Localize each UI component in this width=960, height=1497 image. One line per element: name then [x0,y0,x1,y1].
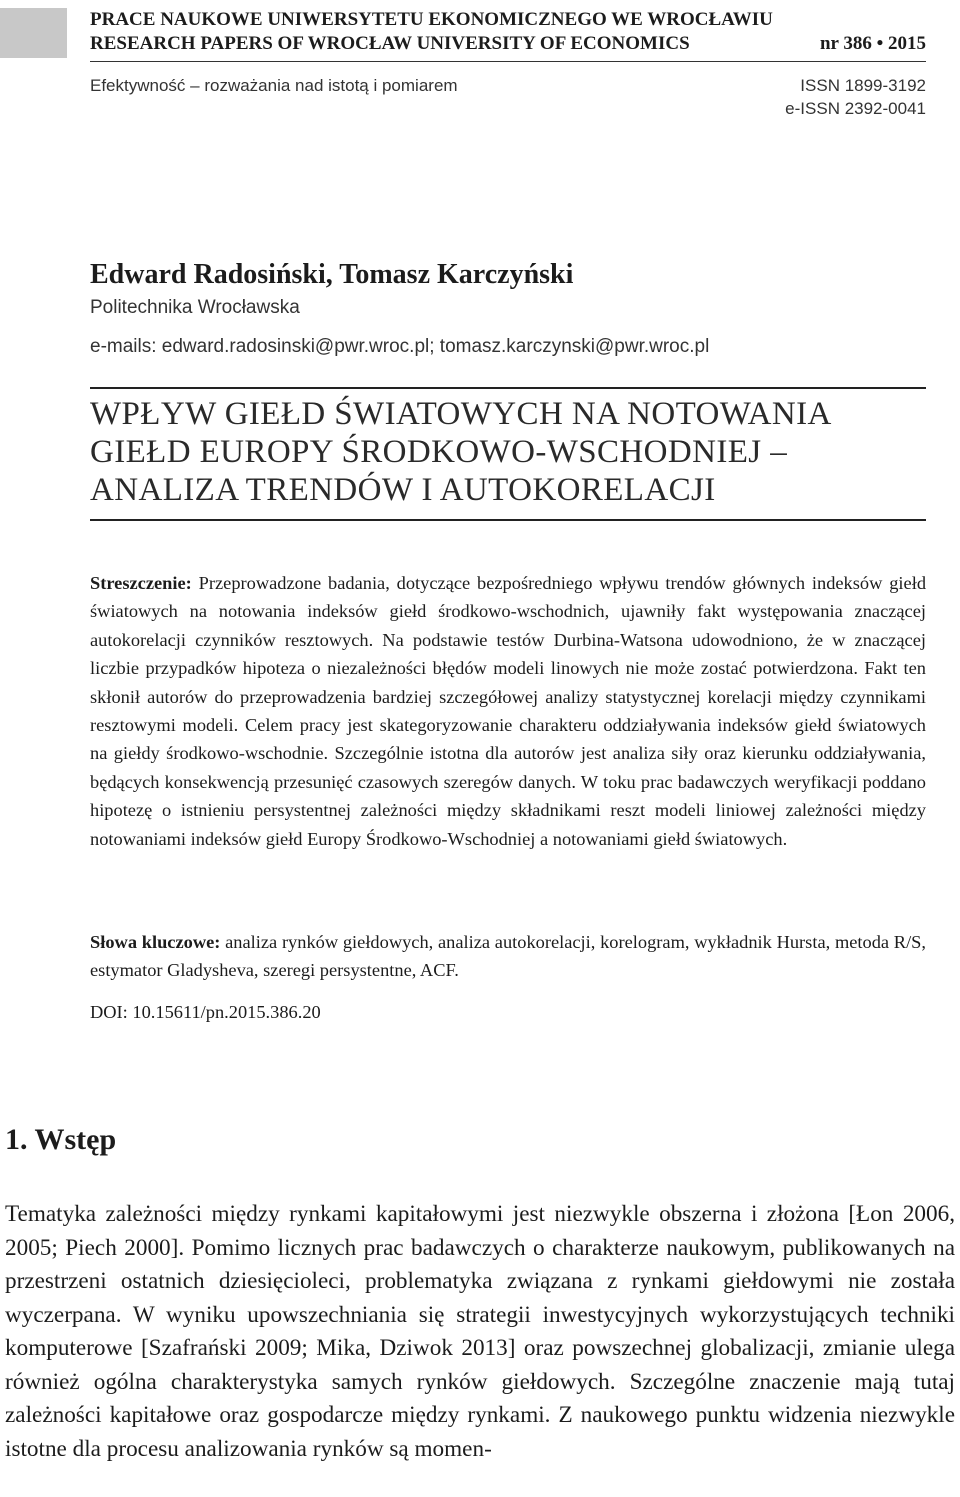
header-grey-box [0,8,67,58]
section-body-text: Tematyka zależności między rynkami kapitałowymi jest niezwykle obszerna i złożona [Łon 2006, 2005; Piech 2000]. Pomimo licznych prac badawczych o charakterze naukowym, publikowanych na przestrzeni ostatnich dziesięcioleci, problematyka związana z rynkami giełdowymi nie została wyczerpana. W wyniku upowszechniania się strategii inwestycyjnych wykorzystujących techniki komputerowe [Szafrański 2009; Mika, Dziwok 2013] oraz powszechnej globalizacji, zmianie ulega również ogólna charakterystyka samych rynków giełdowych. Szczególne znaczenie mają tutaj zależności kapitałowe oraz gospodarcze między rynkami. Z naukowego punktu widzenia niezwykle istotne dla procesu analizowania rynków są momen- [5,1201,955,1462]
meta-row [90,74,926,97]
series-title: Efektywność – rozważania nad istotą i pomiarem [90,76,458,95]
author-names: Edward Radosiński, Tomasz Karczyński [90,259,574,290]
abstract [90,569,926,853]
author-emails: e-mails: edward.radosinski@pwr.wroc.pl; tomasz.karczynski@pwr.wroc.pl [90,336,710,357]
affiliation: Politechnika Wrocławska [90,297,300,318]
keywords [90,928,926,985]
paper-title [90,387,926,521]
issn: ISSN 1899-3192 [800,76,926,95]
eissn: e-ISSN 2392-0041 [785,99,926,118]
journal-name-en-row [90,32,926,56]
header-rule [90,61,926,62]
keywords-text: analiza rynków giełdowych, analiza autokorelacji, korelogram, wykładnik Hursta, metoda R/S, estymator Gladysheva, szeregi persystentne, ACF. [90,932,927,981]
title-line-1: WPŁYW GIEŁD ŚWIATOWYCH NA NOTOWANIA [90,396,832,432]
section-heading: 1. Wstęp [5,1123,117,1156]
title-line-3: ANALIZA TRENDÓW I AUTOKORELACJI [90,472,716,508]
issue-number: nr 386 • 2015 [819,33,926,54]
journal-name-pl: PRACE NAUKOWE UNIWERSYTETU EKONOMICZNEGO WE WROCŁAWIU [90,9,773,30]
keywords-label: Słowa kluczowe: [90,932,226,952]
title-line-2: GIEŁD EUROPY ŚRODKOWO-WSCHODNIEJ – [90,434,788,470]
publication-meta [90,74,926,120]
abstract-text: Przeprowadzone badania, dotyczące bezpośredniego wpływu trendów głównych indeksów giełd światowych na notowania indeksów giełd środkowo-wschodnich, ujawniły fakt występowania znaczącej autokorelacji czynników resztowych. Na podstawie testów Durbina-Watsona udowodniono, że w znaczącej liczbie przypadków hipoteza o niezależności błędów modeli linowych nie może zostać potwierdzona. Fakt ten skłonił autorów do przeprowadzenia bardziej szczegółowej analizy statystycznej korelacji między czynnikami resztowymi modeli. Celem pracy jest skategoryzowanie charakteru oddziaływania indeksów giełd światowych na giełdy środkowo-wschodnie. Szczególnie istotna dla autorów jest analiza siły oraz kierunku oddziaływania, będących konsekwencją przesunięć czasowych szeregów danych. W toku prac badawczych weryfikacji poddano hipotezę o istnieniu persystentnej zależności między składnikami reszt modeli liniowej zależności między notowaniami indeksów giełd Europy Środkowo-Wschodniej a notowaniami giełd światowych. [90,573,927,849]
abstract-label: Streszczenie: [90,573,199,593]
doi: DOI: 10.15611/pn.2015.386.20 [90,1002,321,1022]
journal-name-en: RESEARCH PAPERS OF WROCŁAW UNIVERSITY OF ECONOMICS [90,33,690,54]
journal-header [90,8,926,56]
